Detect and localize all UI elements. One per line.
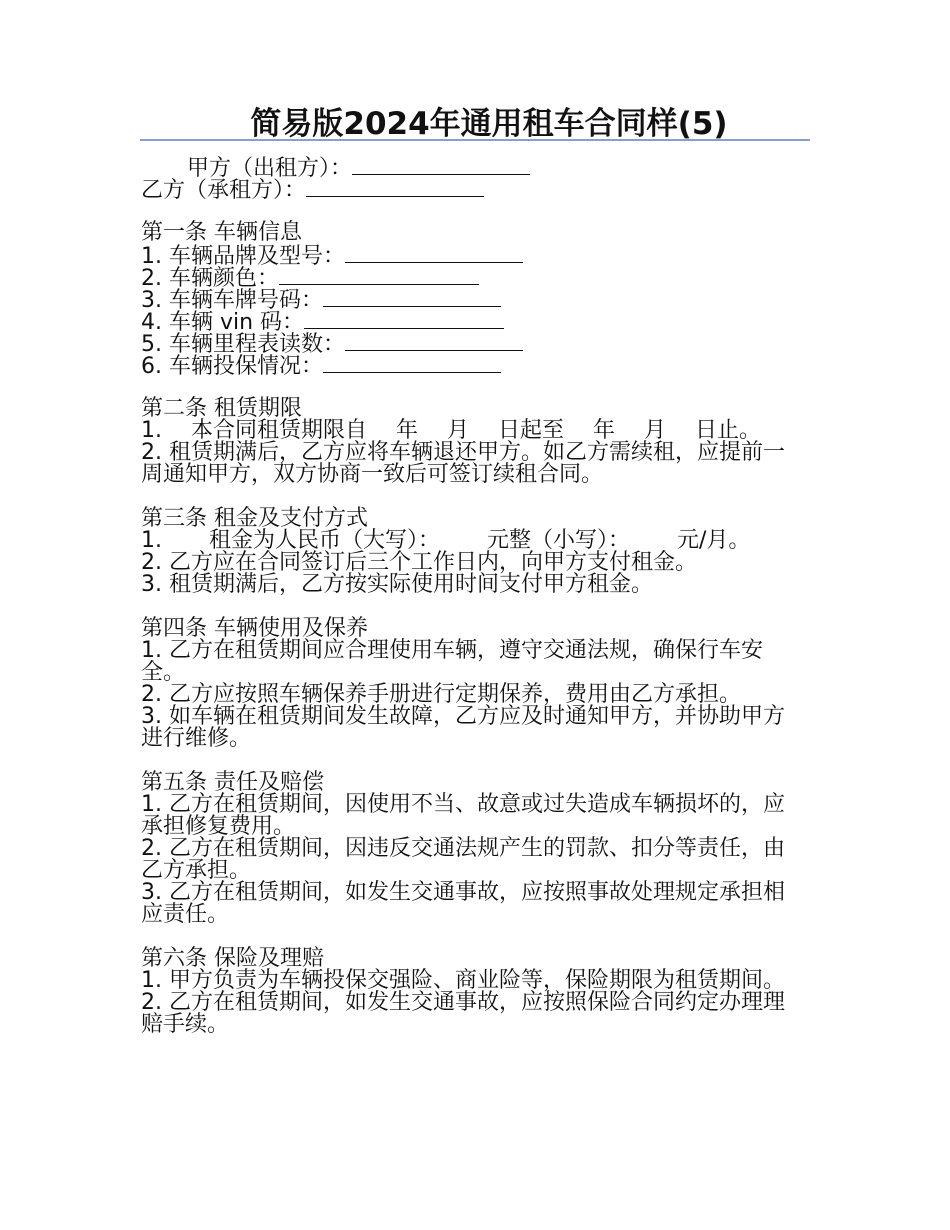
list-item: 2. 租赁期满后，乙方应将车辆退还甲方。如乙方需续租，应提前一周通知甲方，双方协商一致后可签订续租合同。 — [141, 440, 785, 487]
section-heading-insurance: 第六条 保险及理赔 — [141, 946, 324, 971]
spacer — [141, 486, 793, 508]
list-item: 6. 车辆投保情况： — [141, 354, 793, 376]
section-heading-rent-payment: 第三条 租金及支付方式 — [141, 506, 368, 531]
party-b-label: 乙方（承租方）： — [141, 178, 307, 203]
list-item: 2. 乙方在租赁期间，如发生交通事故，应按照保险合同约定办理理赔手续。 — [141, 990, 785, 1037]
title-underline — [140, 139, 810, 141]
spacer — [141, 200, 793, 222]
spacer — [141, 750, 793, 772]
blank-line — [304, 310, 504, 329]
contract-body — [141, 156, 793, 1036]
section-heading-liability: 第五条 责任及赔偿 — [141, 770, 324, 795]
list-item: 1. 车辆品牌及型号： — [141, 244, 793, 266]
section-heading-vehicle-info: 第一条 车辆信息 — [141, 220, 302, 245]
blank-line — [323, 288, 501, 307]
list-item: 4. 车辆 vin 码： — [141, 310, 793, 332]
section-heading-lease-term: 第二条 租赁期限 — [141, 396, 302, 421]
list-item: 1. 本合同租赁期限自 年 月 日起至 年 月 日止。 — [141, 418, 761, 443]
list-item: 5. 车辆里程表读数： — [141, 332, 793, 354]
list-item: 3. 乙方在租赁期间，如发生交通事故，应按照事故处理规定承担相应责任。 — [141, 880, 785, 927]
spacer — [141, 926, 793, 948]
list-item: 3. 车辆车牌号码： — [141, 288, 793, 310]
blank-line — [345, 332, 523, 351]
spacer — [141, 376, 793, 398]
party-a-line — [141, 156, 793, 181]
list-item: 2. 车辆颜色： — [141, 266, 793, 288]
document-title: 简易版2024年通用租车合同样(5) — [250, 106, 728, 142]
party-b-line — [141, 178, 793, 203]
list-item: 3. 如车辆在租赁期间发生故障，乙方应及时通知甲方，并协助甲方进行维修。 — [141, 704, 785, 751]
list-item: 1. 乙方在租赁期间应合理使用车辆，遵守交通法规，确保行车安全。 — [141, 638, 763, 685]
list-item: 1. 租金为人民币（大写）： 元整（小写）： 元/月。 — [141, 528, 751, 553]
list-item: 1. 乙方在租赁期间，因使用不当、故意或过失造成车辆损坏的，应承担修复费用。 — [141, 792, 785, 839]
blank-line — [323, 354, 501, 373]
party-a-blank — [352, 156, 530, 175]
list-item: 1. 甲方负责为车辆投保交强险、商业险等，保险期限为租赁期间。 — [141, 968, 785, 993]
blank-line — [279, 266, 479, 285]
list-item: 3. 租赁期满后，乙方按实际使用时间支付甲方租金。 — [141, 572, 653, 597]
blank-line — [345, 244, 523, 263]
list-item: 2. 乙方在租赁期间，因违反交通法规产生的罚款、扣分等责任，由乙方承担。 — [141, 836, 785, 883]
party-b-blank — [306, 178, 484, 197]
party-a-label: 甲方（出租方）： — [187, 156, 353, 181]
list-item: 2. 乙方应在合同签订后三个工作日内，向甲方支付租金。 — [141, 550, 697, 575]
list-item: 2. 乙方应按照车辆保养手册进行定期保养，费用由乙方承担。 — [141, 682, 741, 707]
section-heading-use-maintenance: 第四条 车辆使用及保养 — [141, 616, 368, 641]
spacer — [141, 596, 793, 618]
